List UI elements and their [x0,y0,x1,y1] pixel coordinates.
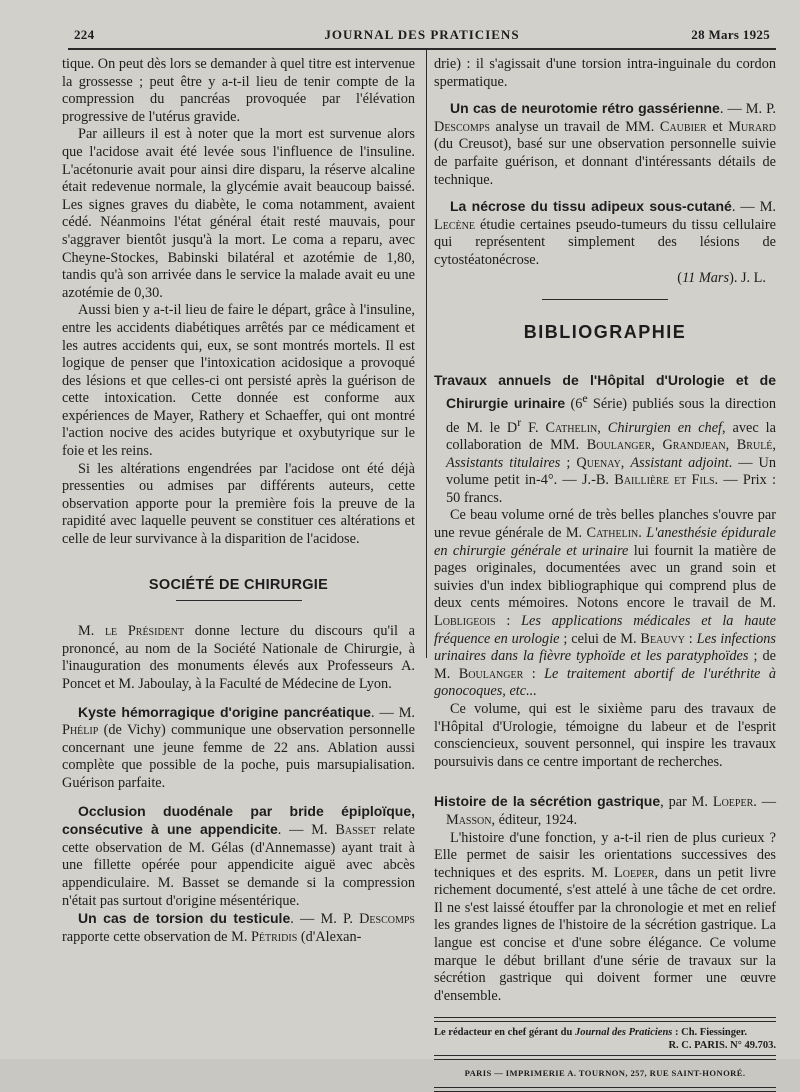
book-title: Travaux annuels de l'Hôpital d'Urologie et de Chirurgie urinaire [434,371,776,412]
bibliography-title: BIBLIOGRAPHIE [523,322,687,343]
header-rule [68,48,776,50]
page-header [74,27,770,47]
report-title: Kyste hémorragique d'origine pancréatique [78,703,371,720]
right-column [434,56,776,1092]
paragraph: M. le Président donne lecture du discours qu'il a prononcé, au nom de la Société Nationale de Chirurgie, à l'inauguration des monuments élevés aux Professeurs A. Poncet et M. Jaboulay, à la Faculté de Médecine de Lyon. [62,623,415,692]
registry-number: R. C. PARIS. N° 49.703. [668,1040,776,1052]
issue-date: 28 Mars 1925 [691,27,770,42]
report-paragraph: Kyste hémorragique d'origine pancréatique. — M. Phélip (de Vichy) communique une observation personnelle concernant une jeune femme de 22 ans. Ablation aussi complète que possible de la poche, puis marsupialisation. Guérison parfaite. [62,703,415,791]
footer-rule [434,1087,776,1092]
report-title: Un cas de neurotomie rétro gassérienne [450,100,720,117]
report-paragraph: Occlusion duodénale par bride épiploïque, consécutive à une appendicite. — M. Basset relate cette observation de M. Gélas (d'Annemasse) ayant trait à une fillette opérée pour appendicite aiguë avec abcès appendiculaire. M. Basset se demande si la compression n'était pas surtout d'origine mésentérique. [62,802,415,909]
paragraph: Aussi bien y a-t-il lieu de faire le départ, grâce à l'insuline, entre les accidents diabétiques arrêtés par ce médicament et les autres accidents qui, eux, se sont montrés mortels. Il est logique de penser que l'intoxication acidosique a provoqué des lésions et que celles-ci ont persisté après la guérison de cette intoxication. Cette donnée est conforme aux expériences de Mayer, Rathery et Schaeffer, qui ont montré l'action nocive des acides butyrique et oxybutyrique sur le foie et les reins. [62,302,415,460]
report-title: Un cas de torsion du testicule [78,910,291,927]
paragraph: Si les altérations engendrées par l'acidose ont été déjà pressenties ou admises par différents auteurs, cette observation apporte pour la première fois la preuve de la rapidité avec laquelle peuvent se constituer ces altérations et celle de leur survivance à la disparition de l'acidose. [62,460,415,548]
paragraph: L'histoire d'une fonction, y a-t-il rien de plus curieux ? Elle permet de saisir les orientations successives des techniques et des esprits. M. Loeper, dans un petit livre richement documenté, s'est attelé à une tâche de cet ordre. Il ne s'est laissé étouffer par la chronologie et met en relief les grandes lignes de l'histoire de la sécrétion gastrique. La langue est concise et d'une sobre élégance. Ce volume marque le début brillant d'une série de travaux sur la sécrétion gastrique qui doivent former une œuvre d'ensemble. [434,829,777,1004]
book-title: Histoire de la sécrétion gastrique [434,793,661,810]
journal-title: JOURNAL DES PRATICIENS [324,27,520,42]
editor-credit: Le rédacteur en chef gérant du Journal des Praticiens : Ch. Fiessinger. R. C. PARIS. N° 49.703. [434,1027,776,1052]
printer-line: PARIS — IMPRIMERIE A. TOURNON, 257, RUE SAINT-HONORÉ. [464,1068,746,1079]
paragraph: tique. On peut dès lors se demander à quel titre est intervenue la grossesse ; peut être y a-t-il lieu de tenir compte de la compression du pancréas provoquée par l'élévation progressive de l'utérus gravide. [62,56,415,125]
left-column [62,56,415,946]
report-paragraph: Un cas de torsion du testicule. — M. P. Descomps rapporte cette observation de M. Pétridis (d'Alexan- [62,910,415,945]
page-number: 224 [74,27,95,42]
report-title: Occlusion duodénale par bride épiploïque, consécutive à une appendicite [62,802,415,838]
paragraph: Ce beau volume orné de très belles planches s'ouvre par une revue générale de M. Cathelin. L'anesthésie épidurale en chirurgie générale et urinaire lui fournit la matière de pages originales, documentées avec un grand soin et suivies d'un index bibliographique qui comprend plus de deux cents mémoires. Notons encore le travail de M. Lobligeois : Les applications médicales et la haute fréquence en urologie ; celui de M. Beauvy : Les infections urinaires dans la fièvre typhoïde et les paratyphoïdes ; de M. Boulanger : Le traitement abortif de l'uréthrite à gonocoques, etc... [434,507,776,700]
paragraph: drie) : il s'agissait d'une torsion intra-inguinale du cordon spermatique. [434,56,776,90]
bibliography-entry: Histoire de la sécrétion gastrique, par M. Loeper. — Masson, éditeur, 1924. [434,793,776,828]
report-paragraph: Un cas de neurotomie rétro gassérienne. — M. P. Descomps analyse un travail de MM. Caubier et Murard (du Creusot), basé sur une observation personnelle suivie de parfaite guérison, et donnant d'intéressants détails de technique. [434,100,777,188]
section-title: SOCIÉTÉ DE CHIRURGIE [148,576,329,593]
report-paragraph: La nécrose du tissu adipeux sous-cutané. — M. Lecène étudie certaines pseudo-tumeurs du tissu cellulaire qui représentent simplement des lésions de cytostéatonécrose. [434,198,776,268]
report-title: La nécrose du tissu adipeux sous-cutané [450,198,732,215]
paragraph: Par ailleurs il est à noter que la mort est survenue alors que l'acidose avait été levée sous l'influence de l'insuline. L'acétonurie avait pour ainsi dire disparu, la réserve alcaline était redevenue normale, la glycémie avait beaucoup baissé. Les signes graves du diabète, le coma notamment, avaient cédé. Néanmoins l'état général était resté mauvais, pour s'aggraver bientôt jusqu'à la mort. Le coma a reparu, avec Cheyne-Stockes, Babinski bilatéral et azotémie de 1,80, tandis qu'à son arrivée dans le service la malade avait eu une azotémie de 0,30. [62,126,415,301]
paragraph: Ce volume, qui est le sixième paru des travaux de l'Hôpital d'Urologie, témoigne du labeur et de l'esprit consciencieux, souvent personnel, qui inspire les travaux poursuivis dans ce centre important de recherches. [434,700,776,770]
signature: (11 Mars). J. L. [677,269,766,286]
bibliography-entry: Travaux annuels de l'Hôpital d'Urologie et de Chirurgie urinaire (6e Série) publiés sous la direction de M. le $D^r$ F. Cathelin, Chirurgien en chef, avec la collaboration de MM. Boulanger, Grandjean, Brulé, Assistants titulaires ; Quenay, Assistant adjoint. — Un volume petit in-4°. — J.-B. Baillière et Fils. — Prix : 50 francs. [434,371,777,506]
column-divider [426,48,427,658]
